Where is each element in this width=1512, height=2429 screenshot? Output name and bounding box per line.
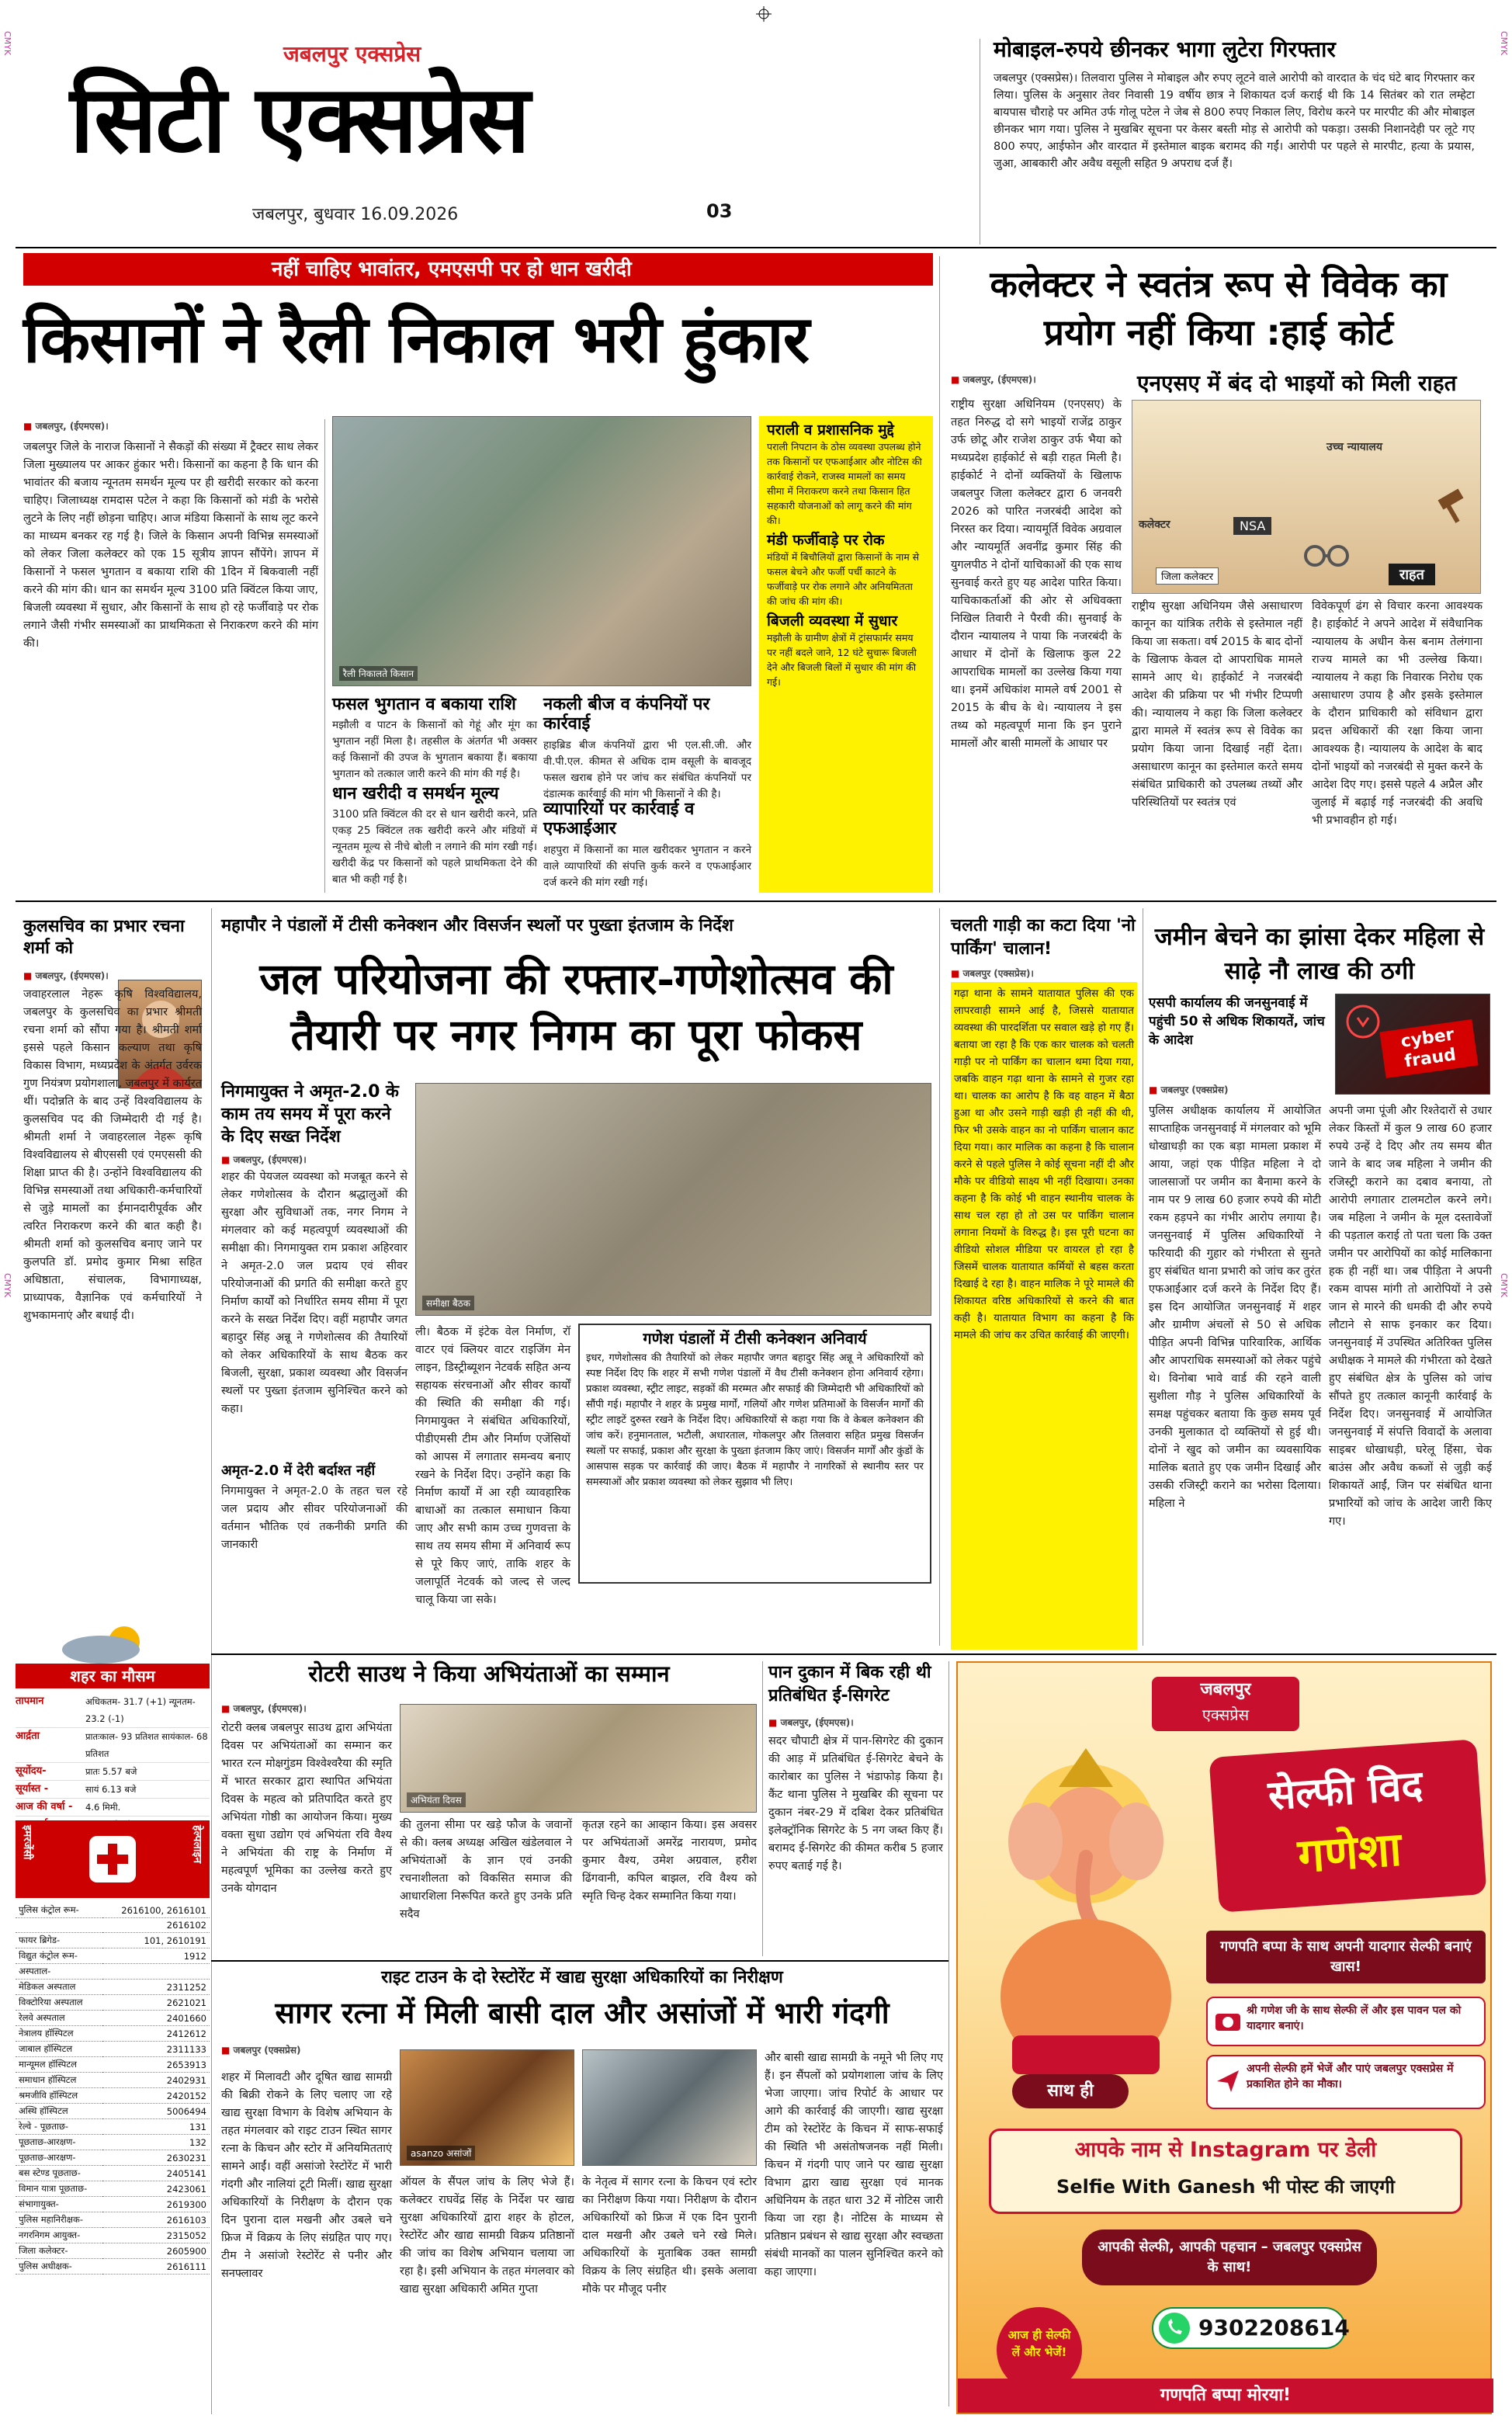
ad-ganesha-art bbox=[966, 1740, 1206, 2082]
emergency-number: 2401660 bbox=[102, 2011, 210, 2026]
food-photo1-caption: asanzo असांजों bbox=[407, 2146, 475, 2160]
emergency-number: 1912 bbox=[102, 1948, 210, 1964]
masthead-title: सिटी एक्सप्रेस bbox=[70, 66, 529, 174]
civic-subhead: निगमायुक्त ने अमृत-2.0 के काम तय समय में पूरा करने के दिए सख्त निर्देश bbox=[221, 1082, 399, 1147]
emergency-number: 2621021 bbox=[102, 1995, 210, 2011]
food-col3: के नेतृत्व में सागर रत्ना के किचन एवं स्टोर का निरीक्षण किया गया। निरीक्षण के दौरान अधिकारियों को फ्रिज में एक दिन पुरानी दाल मखनी और उबले चने रखे मिले। अधिकारियों के मुताबिक उक्त सामग्री विक्रय के लिए संग्रहित थी। इसके अलावा मौके पर मौजूद पनीर bbox=[582, 2176, 757, 2295]
emergency-label: अस्थि हॉस्पिटल bbox=[16, 2104, 102, 2119]
emergency-label: बस स्टेण्ड पूछताछ- bbox=[16, 2166, 102, 2181]
lead-box-title1: पराली व प्रशासनिक मुद्दे bbox=[767, 422, 894, 439]
fraud-subhead: एसपी कार्यालय की जनसुनवाई में पहुंची 50 से अधिक शिकायतें, जांच के आदेश bbox=[1149, 995, 1325, 1048]
ad-footer: गणपति बप्पा मोरया! bbox=[958, 2379, 1493, 2413]
emergency-label: रेल्वे - पूछताछ- bbox=[16, 2119, 102, 2135]
camera-icon bbox=[1214, 2007, 1242, 2035]
civic-box-title: गणेश पंडालों में टीसी कनेक्शन अनिवार्य bbox=[643, 1329, 867, 1348]
fraud-icon bbox=[1344, 1002, 1382, 1041]
emergency-row bbox=[16, 2026, 210, 2042]
weather-row bbox=[16, 1799, 210, 1817]
emergency-row bbox=[16, 2243, 210, 2259]
weather-row-label: तापमान bbox=[16, 1695, 44, 1707]
emergency-row bbox=[16, 2135, 210, 2150]
rotary-headline: रोटरी साउथ ने किया अभियंताओं का सम्मान bbox=[308, 1660, 670, 1687]
emergency-row bbox=[16, 1933, 210, 1948]
lead-tag: ■ जबलपुर, (ईएमएस)। bbox=[23, 419, 109, 432]
weather-row-value: सायं 6.13 बजे bbox=[85, 1784, 137, 1795]
hc-col2: राष्ट्रीय सुरक्षा अधिनियम जैसे असाधारण कानून का यांत्रिक तरीके से इस्तेमाल नहीं किया जा सकता। वर्ष 2015 के बाद दोनों के खिलाफ केवल दो आपराधिक मामले सामने आए थे। हाईकोर्ट ने नजरबंदी आदेश की प्रक्रिया पर भी गंभीर टिप्पणी की। न्यायालय ने कहा कि जिला कलेक्टर द्वारा मामले में स्वतंत्र रूप से विवेक का प्रयोग किया जाना दिखाई नहीं देता। असाधारण कानून का इस्तेमाल करते समय संबंधित प्राधिकारी को उपलब्ध तथ्यों और परिस्थितियों पर स्वतंत्र एवं bbox=[1132, 600, 1302, 809]
food-topline: राइट टाउन के दो रेस्टोरेंट में खाद्य सुरक्षा अधिकारियों का निरीक्षण bbox=[381, 1968, 783, 1987]
hc-col3: विवेकपूर्ण ढंग से विचार करना आवश्यक है। हाईकोर्ट ने अपने आदेश में संवैधानिक न्यायालय के अधीन केस बनाम तेलंगाना राज्य मामले का भी उल्लेख किया। न्यायालय ने कहा कि निवारक निरोध एक असाधारण उपाय है और इसके इस्तेमाल के दौरान प्राधिकारी को संविधान द्वारा प्रदत्त अधिकारों की रक्षा किया जाना आवश्यक है। न्यायालय के आदेश के बाद दोनों भाइयों को नजरबंदी से मुक्त करने के आदेश दिए गए। इससे पहले 4 अप्रैल और जुलाई में बढ़ाई गई नजरबंदी की अवधि भी प्रभावहीन हो गई। bbox=[1312, 600, 1483, 827]
lead-headline: किसानों ने रैली निकाल भरी हुंकार bbox=[23, 301, 810, 377]
ad-ribbon: गणपति बप्पा के साथ अपनी यादगार सेल्फी बनाएं खास! bbox=[1206, 1931, 1486, 1983]
district-collector-label: जिला कलेक्टर bbox=[1156, 567, 1219, 585]
lead-kicker: नहीं चाहिए भावांतर, एमएसपी पर हो धान खरीदी bbox=[23, 253, 933, 286]
food-col4: और बासी खाद्य सामग्री के नमूने भी लिए गए हैं। इन सैंपलों को प्रयोगशाला जांच के लिए भेजा जाएगा। जांच रिपोर्ट के आधार पर आगे की कार्रवाई की जाएगी। खाद्य सुरक्षा टीम को रेस्टोरेंट के किचन में साफ-सफाई की स्थिति भी असंतोषजनक नहीं मिली। किचन में गंदगी पाए जाने पर खाद्य सुरक्षा विभाग द्वारा खाद्य सुरक्षा एवं मानक अधिनियम के तहत धारा 32 में नोटिस जारी किया जा रहा है। नोटिस के माध्यम से प्रतिष्ठान प्रबंधन से खाद्य सुरक्षा और स्वच्छता संबंधी मानकों का पालन सुनिश्चित करने को कहा जाएगा। bbox=[765, 2052, 943, 2278]
emergency-number: 2315052 bbox=[102, 2228, 210, 2243]
emergency-label: विमान यात्रा पूछताछ- bbox=[16, 2181, 102, 2197]
emergency-row bbox=[16, 2057, 210, 2073]
emergency-number: 2605900 bbox=[102, 2243, 210, 2259]
emergency-row bbox=[16, 2259, 210, 2275]
emergency-row bbox=[16, 2011, 210, 2026]
lead-photo bbox=[332, 416, 751, 686]
emergency-label: पूछताछ-आरक्षण- bbox=[16, 2150, 102, 2166]
ad-title2: गणेशा bbox=[1295, 1822, 1403, 1884]
lead-box-title3: बिजली व्यवस्था में सुधार bbox=[767, 612, 898, 630]
emergency-row bbox=[16, 2088, 210, 2104]
food-photo-2 bbox=[582, 2049, 757, 2166]
emergency-number: 131 bbox=[102, 2119, 210, 2135]
hc-col1: राष्ट्रीय सुरक्षा अधिनियम (एनएसए) के तहत निरुद्ध दो सगे भाइयों राजेंद्र ठाकुर उर्फ छोटू और राजेश ठाकुर उर्फ भैया को मध्यप्रदेश हाईकोर्ट से बड़ी राहत मिली है। हाईकोर्ट ने दोनों व्यक्तियों के खिलाफ जबलपुर जिला कलेक्टर द्वारा 6 जनवरी 2026 को पारित नजरबंदी आदेश को निरस्त कर दिया। न्यायमूर्ति विवेक अग्रवाल और न्यायमूर्ति अवनींद्र कुमार सिंह की युगलपीठ ने दोनों याचिकाओं की एक साथ सुनवाई करते हुए यह आदेश पारित किया। याचिकाकर्ताओं की ओर से अधिवक्ता निखिल तिवारी ने पैरवी की। सुनवाई के दौरान न्यायालय ने पाया कि नजरबंदी के आधार में दोनों के खिलाफ कुल 22 आपराधिक मामलों का उल्लेख किया गया था। इनमें अधिकांश मामले वर्ष 2001 से 2015 के बीच के थे। न्यायालय ने इस तथ्य को महत्वपूर्ण माना कि इन पुराने मामलों और बासी मामलों के आधार पर bbox=[951, 398, 1122, 750]
fraud-col1: पुलिस अधीक्षक कार्यालय में आयोजित साप्ताहिक जनसुनवाई में मंगलवार को भूमि धोखाधड़ी का एक बड़ा मामला प्रकाश में आया, जहां एक पीड़ित महिला ने दो जालसाजों पर जमीन का बैनामा करने के नाम पर 9 लाख 60 हजार रुपये की मोटी रकम हड़पने का गंभीर आरोप लगाया है। जनसुनवाई में पुलिस अधिकारियों ने फरियादी की गुहार को गंभीरता से सुनते हुए संबंधित थाना प्रभारी को जांच कर तुरंत एफआईआर दर्ज करने के निर्देश दिए हैं। इस दिन आयोजित जनसुनवाई में शहर और ग्रामीण अंचलों से 50 से अधिक पीड़ित अपनी विभिन्न पारिवारिक, आर्थिक और आपराधिक समस्याओं को लेकर पहुंचे थे। विनोबा भावे वार्ड की रहने वाली सुशीला गौड़ ने पुलिस अधिकारियों के समक्ष पहुंचकर बताया कि कुछ समय पूर्व उनकी मुलाकात दो व्यक्तियों से हुई थी। दोनों ने खुद को जमीन का व्यवसायिक मालिक बताते हुए एक जमीन दिखाई और उसकी रजिस्ट्री कराने का भरोसा दिलाया। महिला ने bbox=[1149, 1105, 1321, 1510]
emergency-row bbox=[16, 2181, 210, 2197]
parking-headline: चलती गाड़ी का कटा दिया 'नो पार्किंग' चालान! bbox=[951, 916, 1136, 959]
page-number: 03 bbox=[706, 200, 733, 222]
lead-body: जबलपुर जिले के नाराज किसानों ने सैकड़ों की संख्या में ट्रैक्टर साथ लेकर जिला मुख्यालय पर आकर हुंकार भरी। किसानों का कहना है कि धान की भावांतर की बजाय न्यूनतम समर्थन मूल्य पर ही खरीदी सरकार को करना चाहिए। जिलाध्यक्ष रामदास पटेल ने कहा कि किसानों को मंडी के भरोसे लुटने के लिए नहीं छोड़ना चाहिए। आज मंडिया किसानों के साथ लूट करने का माध्यम बनकर रह गई है। जिले के किसान अपनी विभिन्न समस्याओं को लेकर जिला कलेक्टर को एक 15 सूत्रीय ज्ञापन सौंपेंगे। ज्ञापन में किसानों ने फसल भुगतान व बकाया राशि की 1दिन में बिकवाली नहीं करने की मांग की। धान का समर्थन मूल्य 3100 प्रति क्विंटल किया जाए, बिजली व्यवस्था में सुधार, और किसानों के साथ हो रहे फर्जीवाड़े पर रोक लगाने जैसी गंभीर समस्याओं का प्राथमिकता से निराकरण करने की मांग की। bbox=[23, 441, 318, 650]
ecig-tag: ■ जबलपुर, (ईएमएस)। bbox=[768, 1716, 854, 1729]
emergency-row bbox=[16, 1995, 210, 2011]
lead-side-box bbox=[759, 416, 933, 893]
emergency-number: 2616111 bbox=[102, 2259, 210, 2275]
food-col1: शहर में मिलावटी और दूषित खाद्य सामग्री की बिक्री रोकने के लिए चलाए जा रहे खाद्य सुरक्षा विभाग के विशेष अभियान के तहत मंगलवार को राइट टाउन स्थित सागर रत्ना के किचन और स्टोर में अनियमितताएं सामने आईं। वहीं असांजो रेस्टोरेंट में भारी गंदगी और नालियां टूटी मिलीं। खाद्य सुरक्षा अधिकारियों के निरीक्षण के दौरान एक दिन पुराना दाल मखनी और उबले चने फ्रिज में विक्रय के लिए संग्रहित पाए गए। टीम ने असांजो रेस्टोरेंट से पनीर और सनफ्लावर bbox=[221, 2071, 392, 2280]
civic-headline: जल परियोजना की रफ्तार-गणेशोत्सव की तैयारी पर नगर निगम का पूरा फोकस bbox=[259, 953, 893, 1060]
emergency-label: पुलिस अधीक्षक- bbox=[16, 2259, 102, 2275]
emergency-label: समाधान हॉस्पिटल bbox=[16, 2073, 102, 2088]
emergency-row bbox=[16, 2166, 210, 2181]
weather-row-value: अधिकतम- 31.7 (+1) न्यूनतम- 23.2 (-1) bbox=[85, 1696, 196, 1724]
weather-row-label: आज की वर्षा - bbox=[16, 1801, 73, 1813]
lead-box-body2: मंडियों में बिचौलियों द्वारा किसानों के नाम से फसल बेचने और फर्जी पर्ची काटने के फर्जीवाड़े पर रोक लगाने और अनियमितता की जांच की मांग की। bbox=[767, 550, 920, 607]
emergency-title-left: इमरजेंसी bbox=[21, 1825, 33, 1860]
ad-sath-hi: साथ ही bbox=[1012, 2074, 1129, 2108]
lead-box-body1: पराली निपटान के ठोस व्यवस्था उपलब्ध होने तक किसानों पर एफआईआर और नोटिस की कार्रवाई रोकने, राजस्व मामलों का समय सीमा में निराकरण करने तथा किसान हित सहकारी योजनाओं को लागू करने की मांग की। bbox=[767, 440, 922, 526]
weather-box bbox=[16, 1619, 210, 1813]
cmyk-marker-left-mid: CMYK bbox=[2, 1273, 12, 1298]
emergency-label: संभागायुक्त- bbox=[16, 2197, 102, 2212]
weather-row bbox=[16, 1728, 210, 1763]
fraud-tag: ■ जबलपुर (एक्सप्रेस) bbox=[1149, 1083, 1228, 1096]
ecig-headline: पान दुकान में बिक रही थी प्रतिबंधित ई-सिगरेट bbox=[768, 1663, 931, 1706]
rotary-photo-caption: अभियंता दिवस bbox=[407, 1792, 466, 1807]
emergency-number: 2619300 bbox=[102, 2197, 210, 2212]
civic-box-body: इधर, गणेशोत्सव की तैयारियों को लेकर महापौर जगत बहादुर सिंह अन्नू ने अधिकारियों को स्पष्ट निर्देश दिए कि शहर में सभी गणेश पंडालों में वैध टीसी कनेक्शन होना अनिवार्य रहेगा। प्रकाश व्यवस्था, स्ट्रीट लाइट, सड़कों की मरम्मत और सफाई की जिम्मेदारी भी अधिकारियों को सौंपी गई। महापौर ने शहर के प्रमुख मार्गों, गलियों और गणेश प्रतिमाओं के विसर्जन मार्गों की स्ट्रीट लाइटें दुरुस्त रखने के निर्देश दिए। अधिकारियों से कहा गया कि वे केबल कनेक्शन की जांच करें। हनुमानताल, भटौली, अधारताल, गोकलपुर और तिलवारा सहित प्रमुख विसर्जन स्थलों पर सफाई, प्रकाश और सुरक्षा के पुख्ता इंतजाम किए जाएं। विसर्जन मार्गों और कुंडों के आसपास सड़क पर कार्रवाई की जाए। बैठक में महापौर ने नागरिकों से स्थानीय स्तर पर समस्याओं और प्रकाश व्यवस्था को लेकर सुझाव भी लिए। bbox=[586, 1352, 924, 1488]
profile-tag: ■ जबलपुर, (ईएमएस)। bbox=[23, 969, 109, 982]
weather-row-value: प्रातः 5.57 बजे bbox=[85, 1766, 137, 1777]
emergency-label: पुलिस कंट्रोल रूम- bbox=[16, 1903, 102, 1918]
rotary-photo bbox=[400, 1704, 757, 1813]
emergency-number: 2420152 bbox=[102, 2088, 210, 2104]
food-photo-1 bbox=[400, 2049, 574, 2166]
ad-insta-line1: आपके नाम से Instagram पर डेली bbox=[1074, 2138, 1377, 2162]
parking-body: गढ़ा थाना के सामने यातायात पुलिस की एक लापरवाही सामने आई है, जिससे यातायात व्यवस्था की पारदर्शिता पर सवाल खड़े हो गए हैं। बताया जा रहा है कि एक कार चालक को चलती गाड़ी पर नो पार्किंग का चालान थमा दिया गया, जबकि वाहन गढ़ा थाना के सामने से गुजर रहा था। चालक का आरोप है कि वह वाहन में बैठा हुआ था और उसने गाड़ी खड़ी ही नहीं की थी, फिर भी उसके वाहन का नो पार्किंग चालान काट दिया गया। कार मालिक का कहना है कि चालान करने से पहले पुलिस ने कोई सूचना नहीं दी और मौके पर वीडियो साक्ष्य भी नहीं दिखाया। उनका कहना है कि कोई भी वाहन स्थानीय चालक के साथ चल रहा हो तो उस पर पार्किंग चालान लगाना नियमों के विरुद्ध है। इस पूरी घटना का वीडियो सोशल मीडिया पर वायरल हो रहा है जिसमें चालक यातायात कर्मियों से बहस करता दिखाई दे रहा है। वाहन मालिक ने पूरे मामले की शिकायत वरिष्ठ अधिकारियों से करने की बात कही है। यातायात विभाग का कहना है कि मामले की जांच कर उचित कार्रवाई की जाएगी। bbox=[951, 982, 1137, 1650]
emergency-label: मान्यूमल हॉस्पिटल bbox=[16, 2057, 102, 2073]
emergency-row bbox=[16, 2212, 210, 2228]
gavel-icon bbox=[1435, 486, 1474, 525]
emergency-row bbox=[16, 2228, 210, 2243]
mobile-loot-story bbox=[994, 37, 1475, 172]
rotary-col3: कृतज्ञ रहने का आव्हान किया। इस अवसर पर अभियंताओं अमरेंद्र नारायण, प्रमोद कुमार वैश्य, उमेश अग्रवाल, हरीश ढिंगवानी, कपिल बाझल, रवि वैश्य को स्मृति चिन्ह देकर सम्मानित किया गया। bbox=[582, 1819, 757, 1903]
selfie-ad bbox=[956, 1661, 1492, 2414]
food-headline: सागर रत्ना में मिली बासी दाल और असांजों में भारी गंदगी bbox=[275, 1996, 890, 2030]
emergency-row bbox=[16, 2042, 210, 2057]
lead-sub3 bbox=[543, 695, 751, 803]
civic-subhead-box bbox=[221, 1081, 407, 1166]
emergency-label: नेत्रालय हॉस्पिटल bbox=[16, 2026, 102, 2042]
weather-row bbox=[16, 1781, 210, 1799]
emergency-box bbox=[16, 1820, 210, 2410]
ad-circle: आज ही सेल्फी लें और भेजें! bbox=[997, 2307, 1082, 2393]
masthead-dateline: जबलपुर, बुधवार 16.09.2026 bbox=[252, 205, 459, 224]
emergency-label: जाबाल हॉस्पिटल bbox=[16, 2042, 102, 2057]
civic-box bbox=[578, 1324, 931, 1584]
ad-step1 bbox=[1206, 1997, 1486, 2046]
food-col2: ऑयल के सैंपल जांच के लिए भेजे हैं। कलेक्टर राघवेंद्र सिंह के निर्देश पर खाद्य सुरक्षा अधिकारियों द्वारा शहर के होटल, रेस्टोरेंट और खाद्य सामग्री विक्रय प्रतिष्ठानों की जांच का विशेष अभियान चलाया जा रहा है। इसी अभियान के तहत मंगलवार को खाद्य सुरक्षा अधिकारी अमित गुप्ता bbox=[400, 2176, 574, 2295]
food-tag: ■ जबलपुर (एक्सप्रेस) bbox=[221, 2043, 300, 2056]
emergency-number: 2630231 bbox=[102, 2150, 210, 2166]
ecig-body: सदर चौपाटी क्षेत्र में पान-सिगरेट की दुकान की आड़ में प्रतिबंधित ई-सिगरेट बेचने के कारोबार का पुलिस ने भंडाफोड़ किया है। कैंट थाना पुलिस ने मुखबिर की सूचना पर दुकान नंबर-29 में दबिश देकर प्रतिबंधित इलेक्ट्रॉनिक सिगरेट के 5 नग जब्त किए हैं। बरामद ई-सिगरेट की कीमत करीब 5 हजार रुपए बताई गई है। bbox=[768, 1735, 943, 1872]
emergency-label: पुलिस महानिरीक्षक- bbox=[16, 2212, 102, 2228]
emergency-label: मेडिकल अस्पताल bbox=[16, 1980, 102, 1995]
ad-instagram-box bbox=[989, 2129, 1462, 2214]
weather-row bbox=[16, 1763, 210, 1781]
weather-row-label: सूर्योदय- bbox=[16, 1765, 47, 1777]
registration-mark-top bbox=[756, 6, 772, 22]
hc-graphic bbox=[1132, 400, 1481, 594]
cloud-sun-icon bbox=[47, 1619, 171, 1665]
lead-sub1 bbox=[332, 695, 537, 782]
civic-col1-sub: अमृत-2.0 में देरी बर्दाश्त नहीं bbox=[221, 1463, 376, 1479]
lead-sub3-title: नकली बीज व कंपनियों पर कार्रवाई bbox=[543, 695, 710, 734]
weather-row-label: सूर्यास्त - bbox=[16, 1783, 49, 1795]
emergency-number: 2311133 bbox=[102, 2042, 210, 2057]
civic-col1b: निगमायुक्त ने अमृत-2.0 के तहत चल रहे जल प्रदाय और सीवर परियोजनाओं की वर्तमान भौतिक एवं तकनीकी प्रगति की जानकारी bbox=[221, 1485, 407, 1551]
emergency-label: फायर ब्रिगेड- bbox=[16, 1933, 102, 1948]
emergency-row bbox=[16, 2197, 210, 2212]
ad-insta-line2: Selfie With Ganesh भी पोस्ट की जाएगी bbox=[1056, 2176, 1395, 2198]
ganesha-icon bbox=[966, 1740, 1206, 2082]
parking-tag: ■ जबलपुर (एक्सप्रेस)। bbox=[951, 966, 1034, 980]
civic-tag: ■ जबलपुर, (ईएमएस)। bbox=[221, 1153, 407, 1166]
civic-col2: ली। बैठक में इंटेक वेल निर्माण, रॉ वाटर एवं क्लियर वाटर राइजिंग मेन लाइन, डिस्ट्रीब्यूशन नेटवर्क सहित अन्य सहायक संरचनाओं और सीवर कार्यों की स्थिति की समीक्षा की गई। निगमायुक्त ने संबंधित अधिकारियों, पीडीएमसी टीम और निर्माण एजेंसियों को आपस में लगातार समन्वय बनाए रखने के निर्देश दिए। उन्होंने कहा कि निर्माण कार्यों में आ रही व्यावहारिक बाधाओं का तत्काल समाधान किया जाए और सभी काम उच्च गुणवत्ता के साथ तय समय सीमा में अनिवार्य रूप से पूरे किए जाएं, ताकि शहर के जलापूर्ति नेटवर्क को जल्द से जल्द चालू किया जा सके। bbox=[415, 1326, 570, 1606]
first-aid-icon bbox=[85, 1832, 140, 1886]
emergency-row bbox=[16, 2104, 210, 2119]
emergency-label bbox=[16, 1918, 102, 1933]
cmyk-marker-right-mid: CMYK bbox=[1499, 1273, 1509, 1298]
weather-rows bbox=[16, 1693, 210, 1834]
ad-brand-bottom: एक्सप्रेस bbox=[1202, 1706, 1250, 1724]
emergency-label: अस्पताल- bbox=[16, 1964, 102, 1980]
lead-box-body3: मझौली के ग्रामीण क्षेत्रों में ट्रांसफार्मर समय पर नहीं बदले जाने, 12 घंटे सुचारू बिजली देने और बिजली बिलों में सुधार की मांग की गई। bbox=[767, 631, 917, 688]
ad-brand bbox=[1152, 1677, 1299, 1731]
rotary-col1: रोटरी क्लब जबलपुर साउथ द्वारा अभियंता दिवस पर अभियंताओं का सम्मान कर भारत रत्न मोक्षगुंडम विश्वेश्वरैया की स्मृति में भारत सरकार द्वारा स्थापित अभियंता दिवस के महत्व को प्रतिपादित करते हुए अभियंता गोष्ठी का आयोजन किया। मुख्य वक्ता सुधा उद्योग एवं अभियंता रवि वैश्य ने अभियंता की राष्ट्र के निर्माण में महत्वपूर्ण भूमिका का उल्लेख करते हुए उनके योगदान bbox=[221, 1722, 392, 1895]
emergency-title-right: हेल्पलाइन bbox=[191, 1825, 203, 1864]
ad-step2 bbox=[1206, 2055, 1486, 2109]
emergency-row bbox=[16, 2073, 210, 2088]
masthead bbox=[62, 31, 737, 241]
emergency-number: 132 bbox=[102, 2135, 210, 2150]
mobile-loot-body: जबलपुर (एक्सप्रेस)। तिलवारा पुलिस ने मोबाइल और रुपए लूटने वाले आरोपी को वारदात के चंद घंटे बाद गिरफ्तार कर लिया। पुलिस के अनुसार तेवर निवासी 19 वर्षीय छात्र ने शिकायत दर्ज कराई थी कि 14 सितंबर को रात लम्हेटा बायपास चौराहे पर अमित उर्फ गोलू पटेल ने जेब से 800 रुपए निकाल लिए, विरोध करने पर मारपीट की और मोबाइल छीनकर भाग गया। पुलिस ने मुखबिर सूचना पर केसर बस्ती मोड़ से आरोपी को पकड़ा। उसकी निशानदेही पर लूटे गए 800 रुपए, आईफोन और वारदात में इस्तेमाल बाइक बरामद की गईं। आरोपी पर पहले से मारपीट, हत्या के प्रयास, जुआ, आबकारी और अवैध वसूली सहित 9 अपराध दर्ज हैं। bbox=[994, 72, 1475, 171]
emergency-row bbox=[16, 2150, 210, 2166]
ad-brand-top: जबलपुर bbox=[1200, 1680, 1251, 1699]
emergency-label: विक्टोरिया अस्पताल bbox=[16, 1995, 102, 2011]
hc-headline: कलेक्टर ने स्वतंत्र रूप से विवेक का प्रयोग नहीं किया :हाई कोर्ट bbox=[990, 263, 1448, 353]
emergency-number: 2412612 bbox=[102, 2026, 210, 2042]
relief-label: राहत bbox=[1389, 564, 1435, 585]
weather-row-value: प्रातःकाल- 93 प्रतिशत सायंकाल- 68 प्रतिशत bbox=[85, 1731, 208, 1759]
fraud-graphic bbox=[1335, 994, 1490, 1095]
emergency-label: विद्युत कंट्रोल रूम- bbox=[16, 1948, 102, 1964]
emergency-number: 2311252 bbox=[102, 1980, 210, 1995]
emergency-list bbox=[16, 1903, 210, 2275]
emergency-number bbox=[102, 1964, 210, 1980]
emergency-number: 2616102 bbox=[102, 1918, 210, 1933]
lead-sub3-body: हाइब्रिड बीज कंपनियों द्वारा भी एल.सी.जी. और वी.पी.एल. कीमत से अधिक दाम वसूली के बावजूद फसल खराब होने पर जांच कर संबंधित कंपनियों पर दंडात्मक कार्रवाई की मांग भी किसानों ने की है। bbox=[543, 738, 751, 800]
emergency-number: 2616100, 2616101 bbox=[102, 1903, 210, 1918]
civic-photo-caption: समीक्षा बैठक bbox=[422, 1296, 474, 1310]
lead-box-title2: मंडी फर्जीवाड़े पर रोक bbox=[767, 531, 885, 549]
profile-body: जवाहरलाल नेहरू कृषि विश्वविद्यालय, जबलपुर के कुलसचिव का प्रभार श्रीमती रचना शर्मा को सौंपा गया है। श्रीमती शर्मा इससे पहले किसान कल्याण तथा कृषि विकास विभाग, मध्यप्रदेश के अंतर्गत उर्वरक गुण नियंत्रण प्रयोगशाला, जबलपुर में कार्यरत थीं। पदोन्नति के बाद उन्हें विश्वविद्यालय के कुलसचिव पद की जिम्मेदारी दी गई है। श्रीमती शर्मा ने जवाहरलाल नेहरू कृषि विश्वविद्यालय से बीएससी एवं एमएससी की शिक्षा प्राप्त की है। उन्होंने विश्वविद्यालय की विभिन्न समस्याओं तथा अधिकारी-कर्मचारियों से जुड़े मामलों का ईमानदारीपूर्वक और त्वरित निराकरण करने की बात कही है। श्रीमती शर्मा को कुलसचिव बनाए जाने पर कुलपति डॉ. प्रमोद कुमार मिश्रा सहित अधिष्ठाता, संचालक, विभागाध्यक्ष, प्राध्यापक, वैज्ञानिक एवं कर्मचारियों ने शुभकामनाएं और बधाई दी। bbox=[23, 988, 202, 1322]
emergency-row bbox=[16, 2119, 210, 2135]
lead-sub4-title: व्यापारियों पर कार्रवाई व एफआईआर bbox=[543, 800, 695, 839]
ad-phone: 9302208614 bbox=[1198, 2315, 1350, 2341]
ad-pill: आपकी सेल्फी, आपकी पहचान – जबलपुर एक्सप्रेस के साथ! bbox=[1082, 2229, 1377, 2285]
emergency-label: जिला कलेक्टर- bbox=[16, 2243, 102, 2259]
lead-sub1-body: मझौली व पाटन के किसानों को गेहूं और मूंग का भुगतान नहीं मिला है। तहसील के अंतर्गत भी अक्सर कई किसानों की उपज के भुगतान बकाया हैं। बकाया भुगतान को तत्काल जारी करने की मांग की गई है। bbox=[332, 719, 537, 781]
emergency-row bbox=[16, 1964, 210, 1980]
emergency-number: 2405141 bbox=[102, 2166, 210, 2181]
emergency-label: रेलवे अस्पताल bbox=[16, 2011, 102, 2026]
emergency-number: 5006494 bbox=[102, 2104, 210, 2119]
lead-sub2-body: 3100 प्रति क्विंटल की दर से धान खरीदी करने, प्रति एकड़ 25 क्विंटल तक खरीदी करने और मंडियों में न्यूनतम मूल्य से नीचे बोली न लगाने की मांग रखी गई। खरीदी केंद्र पर किसानों को पहले प्राथमिकता देने की बात भी कही गई है। bbox=[332, 808, 537, 887]
emergency-header bbox=[16, 1820, 210, 1898]
emergency-row bbox=[16, 1980, 210, 1995]
emergency-number: 2653913 bbox=[102, 2057, 210, 2073]
profile-title: कुलसचिव का प्रभार रचना शर्मा को bbox=[23, 917, 185, 958]
weather-title: शहर का मौसम bbox=[16, 1664, 210, 1688]
nsa-label: NSA bbox=[1233, 517, 1271, 535]
ad-step2-text: अपनी सेल्फी हमें भेजें और पाएं जबलपुर एक्सप्रेस में प्रकाशित होने का मौका। bbox=[1247, 2063, 1454, 2091]
lead-sub2 bbox=[332, 784, 537, 888]
lead-sub4 bbox=[543, 800, 751, 891]
rotary-col2: की तुलना सीमा पर खड़े फौज के जवानों से की। क्लब अध्यक्ष अखिल खंडेलवाल ने अभियंताओं के ज्ञान एवं उनकी रचनाशीलता को विकसित समाज की आधारशिला निरूपित करते हुए उनके प्रति सदैव bbox=[400, 1819, 572, 1921]
hc-subhead: एनएसए में बंद दो भाइयों को मिली राहत bbox=[1137, 370, 1457, 396]
cmyk-marker-left: CMYK bbox=[2, 31, 12, 56]
ad-phone-box bbox=[1152, 2307, 1350, 2349]
ad-title1: सेल्फी विद bbox=[1266, 1762, 1424, 1820]
emergency-label: श्रमजीवि हॉस्पिटल bbox=[16, 2088, 102, 2104]
ad-title-box bbox=[1209, 1739, 1486, 1913]
emergency-label: पूछताछ-आरक्षण- bbox=[16, 2135, 102, 2150]
weather-row bbox=[16, 1693, 210, 1728]
civic-photo bbox=[415, 1083, 931, 1316]
court-label: उच्च न्यायालय bbox=[1326, 441, 1382, 453]
lead-photo-caption: रैली निकालते किसान bbox=[339, 666, 418, 681]
ad-step1-text: श्री गणेश जी के साथ सेल्फी लें और इस पावन पल को यादगार बनाएं। bbox=[1247, 2004, 1462, 2032]
hc-tag: ■ जबलपुर, (ईएमएस)। bbox=[951, 373, 1036, 386]
emergency-row bbox=[16, 1918, 210, 1933]
emergency-number: 2423061 bbox=[102, 2181, 210, 2197]
emergency-label: नगरनिगम आयुक्त- bbox=[16, 2228, 102, 2243]
lead-sub1-title: फसल भुगतान व बकाया राशि bbox=[332, 695, 516, 714]
masthead-kicker: जबलपुर एक्सप्रेस bbox=[283, 41, 421, 67]
handcuff-icon bbox=[1303, 540, 1350, 571]
whatsapp-icon bbox=[1157, 2311, 1191, 2345]
rotary-tag: ■ जबलपुर, (ईएमएस)। bbox=[221, 1702, 307, 1715]
fraud-headline: जमीन बेचने का झांसा देकर महिला से साढ़े नौ लाख की ठगी bbox=[1154, 923, 1485, 985]
emergency-number: 2402931 bbox=[102, 2073, 210, 2088]
civic-col1: शहर की पेयजल व्यवस्था को मजबूत करने से लेकर गणेशोत्सव के दौरान श्रद्धालुओं की सुरक्षा और सुविधाओं तक, नगर निगम ने मंगलवार को कई महत्वपूर्ण व्यवस्थाओं की समीक्षा की। निगमायुक्त राम प्रकाश अहिरवार ने अमृत-2.0 जल प्रदाय एवं सीवर परियोजनाओं की प्रगति की समीक्षा करते हुए निर्माण कार्यों को निर्धारित समय सीमा में पूरा करने के सख्त निर्देश दिए। वहीं महापौर जगत बहादुर सिंह अन्नू ने गणेशोत्सव की तैयारियों को लेकर अधिकारियों के साथ बैठक कर बिजली, सुरक्षा, प्रकाश व्यवस्था और विसर्जन स्थलों पर पुख्ता इंतजाम सुनिश्चित करने को कहा। bbox=[221, 1171, 407, 1415]
weather-row-label: आर्द्रता bbox=[16, 1730, 40, 1742]
emergency-number: 2616103 bbox=[102, 2212, 210, 2228]
weather-row-value: 4.6 मिमी. bbox=[85, 1802, 121, 1813]
emergency-number: 101, 2610191 bbox=[102, 1933, 210, 1948]
mobile-loot-headline: मोबाइल-रुपये छीनकर भागा लुटेरा गिरफ्तार bbox=[994, 36, 1336, 62]
emergency-row bbox=[16, 1903, 210, 1918]
cmyk-marker-right: CMYK bbox=[1499, 31, 1509, 56]
send-icon bbox=[1214, 2067, 1242, 2095]
lead-sub4-body: शहपुरा में किसानों का माल खरीदकर भुगतान न करने वाले व्यापारियों की संपत्ति कुर्क करने व एफआईआर दर्ज करने की मांग रखी गई। bbox=[543, 843, 751, 889]
collector-label: कलेक्टर bbox=[1139, 519, 1170, 531]
civic-topline: महापौर ने पंडालों में टीसी कनेक्शन और विसर्जन स्थलों पर पुख्ता इंतजाम के निर्देश bbox=[221, 916, 733, 935]
lead-sub2-title: धान खरीदी व समर्थन मूल्य bbox=[332, 784, 499, 803]
fraud-graphic-text: cyber fraud bbox=[1379, 1019, 1478, 1078]
emergency-row bbox=[16, 1948, 210, 1964]
fraud-col2: अपनी जमा पूंजी और रिश्तेदारों से उधार लेकर किस्तों में कुल 9 लाख 60 हजार रुपये उन्हें दे दिए और तय समय बीत जाने के बाद जब महिला ने जमीन की रजिस्ट्री कराने का दबाव बनाया, तो आरोपी लगातार टालमटोल करने लगे। जब महिला ने जमीन के मूल दस्तावेजों की पड़ताल कराई तो पता चला कि उक्त जमीन पर आरोपियों का कोई मालिकाना हक ही नहीं था। जब पीड़िता ने अपनी रकम वापस मांगी तो आरोपियों ने उसे जान से मारने की धमकी दी और रुपये लौटाने से साफ इनकार कर दिया। जनसुनवाई में उपस्थित अतिरिक्त पुलिस अधीक्षक ने मामले की गंभीरता को देखते हुए संबंधित क्षेत्र के पुलिस को जांच सौंपते हुए तत्काल कानूनी कार्रवाई के निर्देश दिए। जनसुनवाई में आयोजित जनसुनवाई में संपत्ति विवादों के अलावा साइबर धोखाधड़ी, घरेलू हिंसा, चेक बाउंस और अवैध कब्जों से जुड़ी कई शिकायतें आईं, जिन पर संबंधित थाना प्रभारियों को जांच के आदेश जारी किए गए। bbox=[1329, 1105, 1492, 1528]
